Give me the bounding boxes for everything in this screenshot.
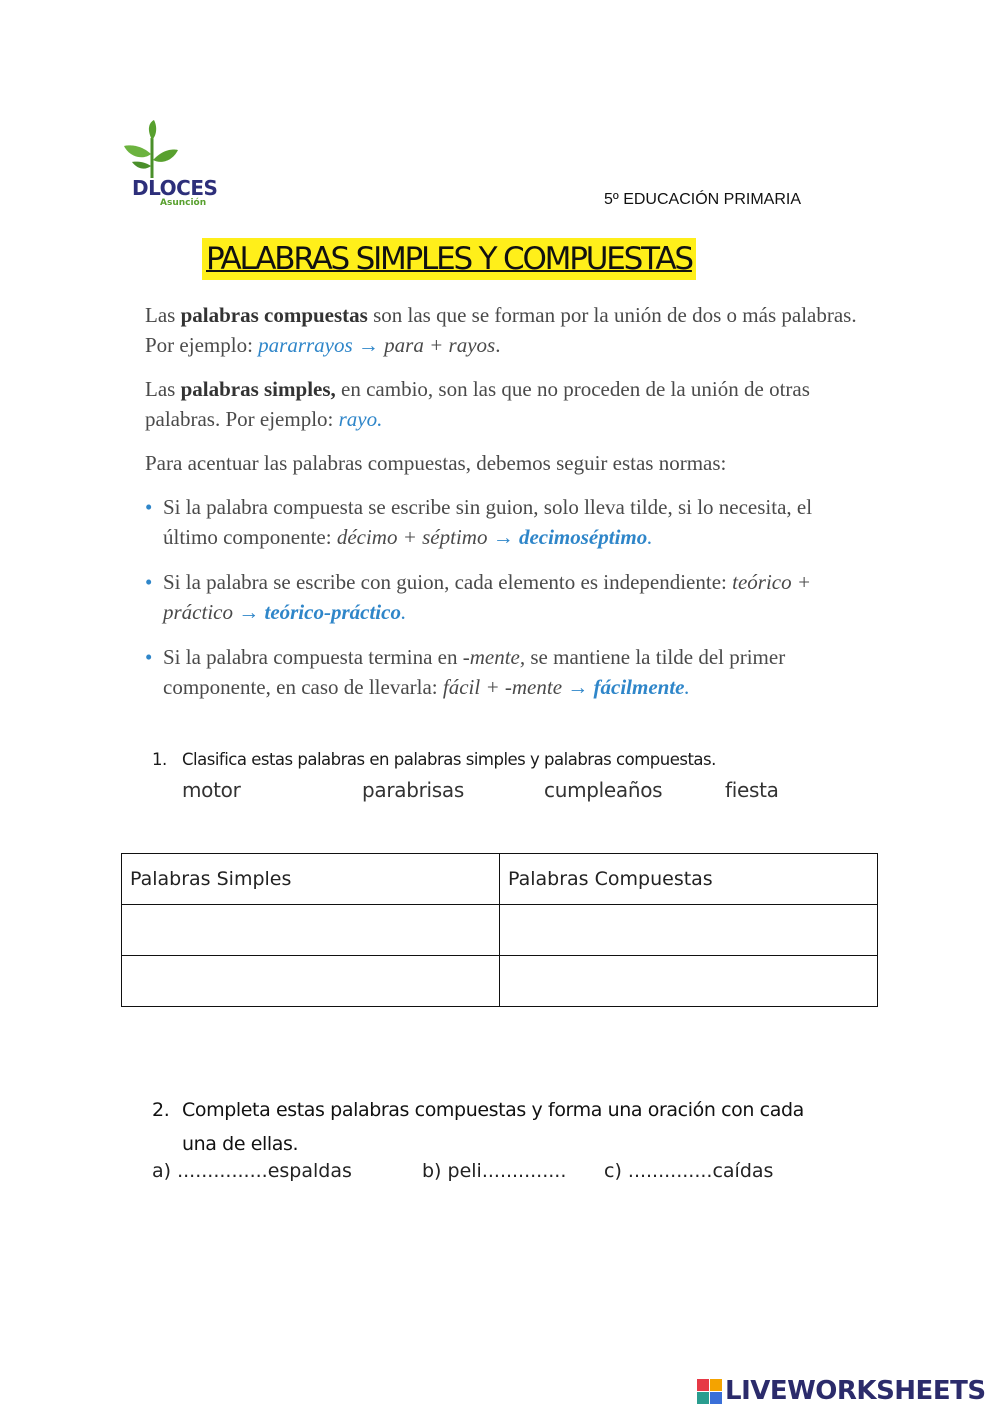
page-title: PALABRAS SIMPLES Y COMPUESTAS — [202, 238, 696, 280]
answer-cell[interactable] — [122, 956, 500, 1007]
table-row — [122, 956, 878, 1007]
rule-item: • Si la palabra se escribe con guion, cada elemento es independiente: teórico + práctico → teórico-práctico. — [145, 567, 865, 627]
completion-item-b[interactable]: b) peli.............. — [422, 1160, 567, 1182]
school-logo — [118, 120, 218, 215]
word-item: fiesta — [725, 778, 779, 802]
theory-paragraph-rules: Para acentuar las palabras compuestas, debemos seguir estas normas: — [145, 451, 727, 475]
logo-name: DLOCES — [132, 176, 218, 200]
answer-cell[interactable] — [500, 956, 878, 1007]
table-row — [122, 905, 878, 956]
word-item: parabrisas — [362, 778, 465, 802]
exercise-2-options — [152, 1160, 872, 1190]
exercise-1-instruction: 1. Clasifica estas palabras en palabras simples y palabras compuestas. — [152, 750, 716, 769]
word-item: motor — [182, 778, 241, 802]
theory-paragraph-compound: Las palabras compuestas son las que se forman por la unión de dos o más palabras. Por ejemplo: pararrayos → para + rayos. — [145, 303, 857, 357]
sprout-icon — [118, 120, 218, 180]
table-header-row — [122, 854, 878, 905]
logo-subtitle: Asunción — [160, 198, 207, 208]
answer-cell[interactable] — [122, 905, 500, 956]
liveworksheets-brand: LIVEWORKSHEETS — [725, 1376, 986, 1406]
answer-cell[interactable] — [500, 905, 878, 956]
rule-item: • Si la palabra compuesta se escribe sin guion, solo lleva tilde, si lo necesita, el último componente: décimo + séptimo → decimoséptimo. — [145, 492, 865, 552]
exercise-1-word-list — [182, 778, 822, 808]
completion-item-a[interactable]: a) ...............espaldas — [152, 1160, 352, 1182]
table-header-simple: Palabras Simples — [122, 854, 500, 905]
exercise-2-instruction: 2. Completa estas palabras compuestas y forma una oración con cada una de ellas. — [152, 1099, 804, 1155]
rule-item: • Si la palabra compuesta termina en -mente, se mantiene la tilde del primer componente, en caso de llevarla: fácil + -mente → fácilmente. — [145, 642, 865, 702]
table-header-compound: Palabras Compuestas — [500, 854, 878, 905]
theory-paragraph-simple: Las palabras simples, en cambio, son las que no proceden de la unión de otras palabras. Por ejemplo: rayo. — [145, 377, 810, 431]
classification-table — [121, 853, 878, 1007]
word-item: cumpleaños — [544, 778, 663, 802]
liveworksheets-badge-icon — [697, 1379, 723, 1405]
theory-section — [145, 300, 865, 717]
completion-item-c[interactable]: c) ..............caídas — [604, 1160, 774, 1182]
grade-label: 5º EDUCACIÓN PRIMARIA — [604, 191, 801, 208]
